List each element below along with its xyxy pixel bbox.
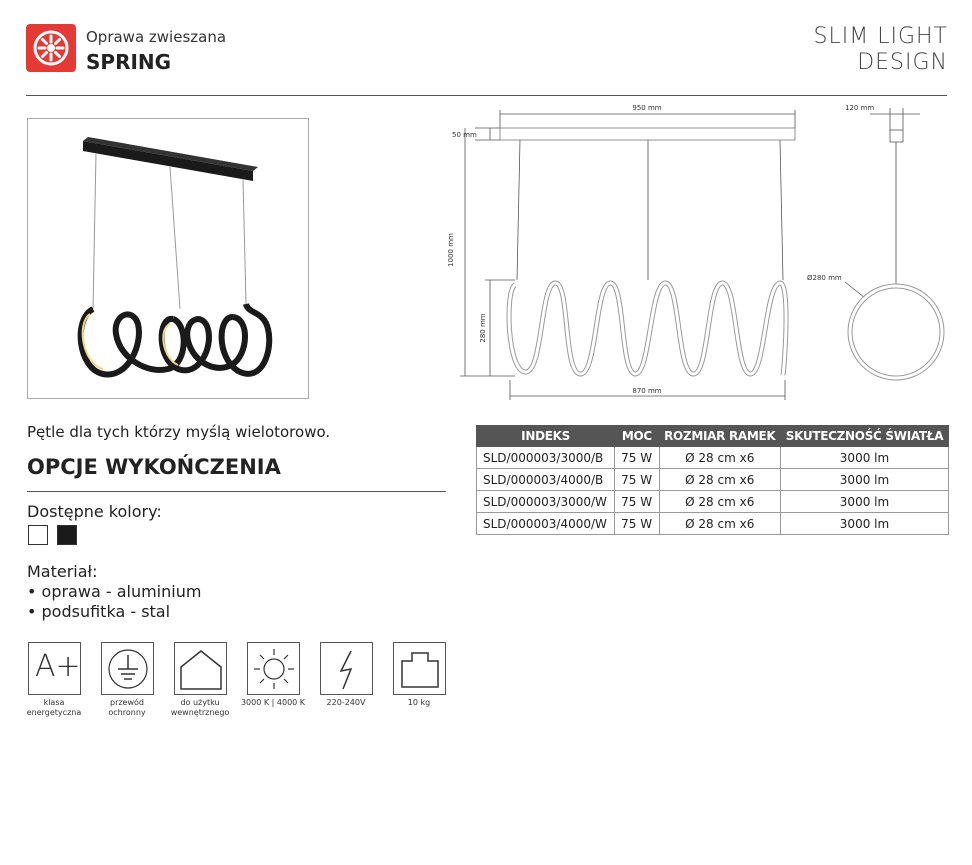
table-row (477, 513, 949, 535)
cell-luminous-efficacy: 3000 lm (780, 491, 948, 513)
header-divider (26, 95, 947, 96)
table-header-row (477, 426, 949, 447)
cell-power: 75 W (615, 447, 659, 469)
product-name: SPRING (86, 50, 172, 74)
cell-frame-size: Ø 28 cm x6 (659, 447, 780, 469)
dim-width-label: 950 mm (632, 104, 662, 112)
dim-spring-width-label: 870 mm (632, 387, 662, 395)
specification-table (476, 425, 949, 535)
table-row (477, 491, 949, 513)
dim-side-width-label: 120 mm (845, 104, 875, 112)
col-header-index: INDEKS (477, 426, 615, 447)
section-divider (27, 491, 446, 492)
table-row (477, 447, 949, 469)
cell-index: SLD/000003/3000/B (477, 447, 615, 469)
brand-name-line1: SLIM LIGHT (813, 24, 948, 49)
product-category: Oprawa zwieszana (86, 28, 227, 46)
cell-index: SLD/000003/4000/W (477, 513, 615, 535)
protective-earth-icon (101, 642, 154, 695)
voltage-icon (320, 642, 373, 695)
col-header-power: MOC (615, 426, 659, 447)
icon-caption: 10 kg (407, 698, 431, 707)
color-swatch-black (57, 525, 77, 545)
color-temperature-icon (247, 642, 300, 695)
icon-caption: przewód ochronny (108, 698, 146, 717)
icon-caption: do użytku wewnętrznego (170, 698, 230, 717)
cell-frame-size: Ø 28 cm x6 (659, 491, 780, 513)
cell-index: SLD/000003/3000/W (477, 491, 615, 513)
technical-drawing (445, 100, 965, 410)
cell-index: SLD/000003/4000/B (477, 469, 615, 491)
color-swatch-white (28, 525, 48, 545)
cell-luminous-efficacy: 3000 lm (780, 469, 948, 491)
logo-icon (26, 24, 76, 72)
cell-frame-size: Ø 28 cm x6 (659, 513, 780, 535)
table-row (477, 469, 949, 491)
lamp-image (28, 119, 308, 398)
dim-total-height-label: 1000 mm (447, 233, 455, 267)
product-photo (27, 118, 309, 399)
weight-icon (393, 642, 446, 695)
brand-logo (26, 24, 76, 72)
cell-power: 75 W (615, 513, 659, 535)
cell-power: 75 W (615, 469, 659, 491)
dim-spring-height-label: 280 mm (479, 313, 487, 343)
material-item: • podsufitka - stal (27, 602, 171, 621)
brand-name-line2: DESIGN (857, 50, 948, 75)
material-item: • oprawa - aluminium (27, 582, 202, 601)
cell-luminous-efficacy: 3000 lm (780, 447, 948, 469)
icon-caption: klasa energetyczna (26, 698, 82, 717)
colors-label: Dostępne kolory: (27, 502, 162, 521)
energy-class-icon: A+ (28, 642, 81, 695)
cell-frame-size: Ø 28 cm x6 (659, 469, 780, 491)
finish-section-title: OPCJE WYKOŃCZENIA (27, 455, 281, 479)
product-description: Pętle dla tych którzy myślą wielotorowo. (27, 423, 331, 441)
icon-caption: 3000 K | 4000 K (240, 698, 306, 707)
icon-caption: 220-240V (326, 698, 366, 707)
cell-power: 75 W (615, 491, 659, 513)
dim-diameter-label: Ø280 mm (807, 274, 842, 282)
col-header-luminous-efficacy: SKUTECZNOŚĆ ŚWIATŁA (780, 426, 948, 447)
dim-canopy-label: 50 mm (452, 131, 477, 139)
cell-luminous-efficacy: 3000 lm (780, 513, 948, 535)
material-label: Materiał: (27, 562, 98, 581)
col-header-frame-size: ROZMIAR RAMEK (659, 426, 780, 447)
indoor-use-icon (174, 642, 227, 695)
